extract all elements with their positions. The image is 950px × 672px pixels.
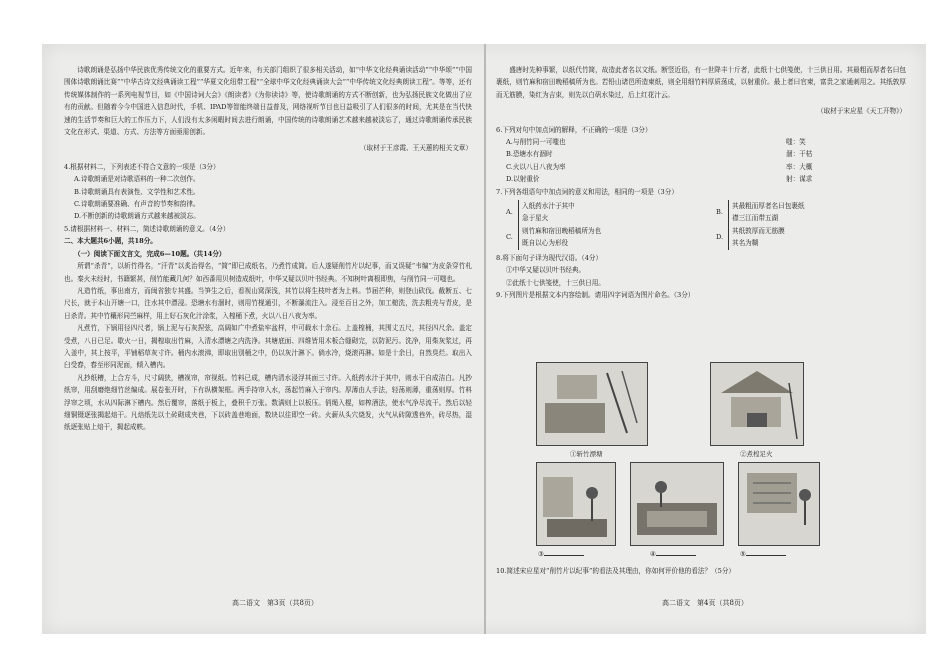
q4-option-c: C.诗歌朗诵要准确、有声音的节奏和韵律。 bbox=[74, 200, 200, 209]
wenyan-paragraph-3: 凡煮竹，下锅用径四尺者，锅上泥与石灰捏弦，高阔如广中煮盐牢盆样，中可载水十余石。上盖楻桶，其围丈五尺，其径四尺余。盖定受煮，八日已足。歇火一日，揭楻取出竹麻，入清水漂塘之内洗净。其塘底面、四维皆用木板合缝砌完，以防泥污。洗净，用柴灰浆过，再入釜中，其上按平，平铺稻草灰寸许。桶内水滚沸，即取出别桶之中，仍以灰汁淋下。倘水冷，烧滚再淋。如是十余日，自然臭烂。取出入臼受舂，舂至形同泥面，倾入槽内。 bbox=[64, 324, 472, 370]
q4-option-a: A.诗歌朗诵是对诗歌语料的一种二次创作。 bbox=[74, 175, 200, 184]
question-8: 8.将下面句子译为现代汉语。（4分） bbox=[496, 253, 603, 262]
wenyan-paragraph-2: 凡造竹纸，事出南方，而闽省独专其盛。当笋生之后，看视山窝深浅，其竹以将生枝叶者为上料。节届芒种，则登山砍伐。截断五、七尺长，就于本山开塘一口，注水其中漂浸。恐塘水有涸时，则用竹枧通引，不断瀑流注入。浸至百日之外，加工槌洗，洗去粗壳与青皮，是日杀青。其中竹穰形同苎麻样，用上好石灰化汁涂浆，入楻桶下煮，火以八日八夜为率。 bbox=[64, 286, 472, 320]
q4-option-d: D.不断创新的诗歌朗诵方式越来越被淡忘。 bbox=[74, 212, 200, 221]
q7-options bbox=[496, 200, 906, 250]
passage-source: （取材于王彦霞、王天蕙的相关文章） bbox=[359, 144, 472, 153]
page-4 bbox=[496, 64, 906, 301]
q7-option-a: A. 入纸药水汁于其中 急于星火 bbox=[506, 200, 696, 225]
page-fold bbox=[484, 44, 486, 634]
question-9: 9.下列图片是根据文本内容绘制。请用四字词语为图片命名。（3分） bbox=[496, 290, 695, 299]
illustration-1 bbox=[536, 362, 648, 446]
q6-option-c: C.火以八日八夜为率 率：大概 bbox=[506, 162, 813, 171]
caption-3: ③ bbox=[538, 549, 584, 558]
q8-item-2: ②此纸十七供笺使，十三供日用。 bbox=[506, 278, 605, 287]
q7-option-b: B. 其最粗而厚者名曰包裹纸 襟三江而带五湖 bbox=[716, 200, 906, 225]
passage-paragraph-continued: 盛唐时先种事繁，以纸代竹简，故造此者名以文纸。断竖近俗，有一世降丰十斤者，此纸十七供笺使，十三供日用。其最粗而厚者名曰包裹纸，则竹麻和宿田晚稻稿所为也。若铅山诸邑所造柬纸，则全用细竹料厚质荡成，以射重价。最上者曰官柬，富贵之家通刺用之。其纸敦厚而无筋膜，染红为吉束，则先以白矾水染过，后上红花汁云。 bbox=[496, 66, 906, 99]
q7-option-d: D. 其纸敦厚而无筋膜 其名为糊 bbox=[716, 225, 906, 250]
page-4-footer: 高二语文 第4页（共8页） bbox=[662, 599, 748, 607]
subsection-1-heading: （一）阅读下面文言文，完成6—10题。（共14分） bbox=[74, 249, 226, 258]
q6-option-a: A.与削竹同一可嗤也 嗤：笑 bbox=[506, 138, 806, 147]
caption-1: ①斩竹漂塘 bbox=[570, 450, 603, 458]
wenyan-paragraph-4: 凡抄纸槽，上合方斗，尺寸阔狭，槽视帘，帘视纸。竹料已成，槽内清水浸浮其面三寸许。入纸药水汁于其中，则水干自成洁白。凡抄纸帘，用刮磨绝细竹丝编成。展卷张开时，下有纵横架框。两手持帘入水，荡起竹麻入于帘内。厚薄由人手法，轻荡则薄，重荡则厚。竹料浮帘之顷，水从四际淋下槽内。然后覆帘，落纸于板上，叠积千万张。数满则上以板压。俏绳入棍，如榨酒法，使水气净尽流干。然后以轻细铜镊逐张揭起焙干。凡焙纸先以土砖砌成夹巷，下以砖盖巷地面，数块以往即空一砖。火薪从头穴烧发，火气从砖隙透巷外，砖尽热，湿纸逐张贴上焙干，揭起成帙。 bbox=[64, 373, 472, 432]
page-3-footer: 高二语文 第3页（共8页） bbox=[232, 599, 318, 607]
q6-option-b: B.恐塘水有涸时 涸：干枯 bbox=[506, 150, 813, 159]
page-3 bbox=[64, 64, 472, 434]
caption-5: ⑤ bbox=[740, 549, 786, 558]
question-6: 6.下列对句中加点词的解释，不正确的一项是（3分） bbox=[496, 125, 652, 134]
passage-paragraph: 诗歌朗诵是弘扬中华民族优秀传统文化的重要方式。近年来，有关部门组织了很多相关活动，如“中华文化经典诵读活动”“中华颂”“中国围体诗歌朗诵比赛”“中华古诗文经典诵读工程”“华夏文化纽带工程”“全球中华文化经典诵读大会”“中华传统文化经典朗读工程”。等等，还有传统媒体制作的一系列电视节目，如《中国诗词大会》《朗读者》《为你读诗》等，使诗歌朗诵的方式不断创新，也为弘扬民族文化做出了应有的贡献。但随着今今中国进入信息时代，手机、IPAD等智能终端日益普及，网络视听节目也日益吸引了人们很多的时间，尤其是在当代快速的生活节奏和巨大的工作压力下，人们没有太多闲暇时间去进行朗诵，中国传统的诗歌朗诵艺术越来越被淡忘了，通过诗歌朗诵传承民族文化在形式、渠道、方式、方法等方面亟需创新。 bbox=[64, 66, 472, 137]
caption-4: ④ bbox=[650, 549, 696, 558]
question-4: 4.根据材料二，下列表述不符合文意的一项是（3分） bbox=[64, 162, 220, 171]
q7-option-c: C. 则竹麻和宿田晚稻稿所为也 既自以心为形役 bbox=[506, 225, 696, 250]
q4-option-b: B.诗歌朗诵具有表演性、文学性和艺术性。 bbox=[74, 187, 200, 196]
illustration-3 bbox=[536, 462, 616, 546]
illustration-2 bbox=[710, 362, 804, 446]
question-7: 7.下列各组语句中加点词的意义和用法，相同的一项是（3分） bbox=[496, 187, 678, 196]
q6-option-d: D.以射重价 射：谋求 bbox=[506, 175, 813, 184]
wenyan-paragraph-1: 所谓“杀青”，以斩竹得名，“汗青”以炙治得名，“简”即已成纸名，乃煮竹成简。后人遂疑削竹片以纪事，而又误疑“韦编”为皮条穿竹札也。秦火未经时，书籍繁甚，削竹能藏几何？如西番用贝树造成纸叶，中华又疑以贝叶书经典。不知树叶离根即焦，与削竹同一可嗤也。 bbox=[64, 262, 472, 283]
q8-item-1: ①中华又疑以贝叶书经典。 bbox=[506, 266, 586, 275]
question-10: 10.简述宋应星对“削竹片以纪事”的看法及其理由，你如何评价他的看法？（5分） bbox=[496, 567, 736, 575]
question-10-block bbox=[496, 565, 906, 577]
section-2-heading: 二、本大题共6小题，共18分。 bbox=[64, 237, 157, 246]
illustration-4 bbox=[630, 462, 724, 546]
caption-2: ②煮楻足火 bbox=[740, 450, 773, 458]
passage-source: （取材于宋应星《天工开物》） bbox=[816, 107, 906, 116]
question-5: 5.请根据材料一、材料二，简述诗歌朗诵的意义。（4分） bbox=[64, 224, 230, 233]
illustration-5 bbox=[738, 462, 820, 546]
